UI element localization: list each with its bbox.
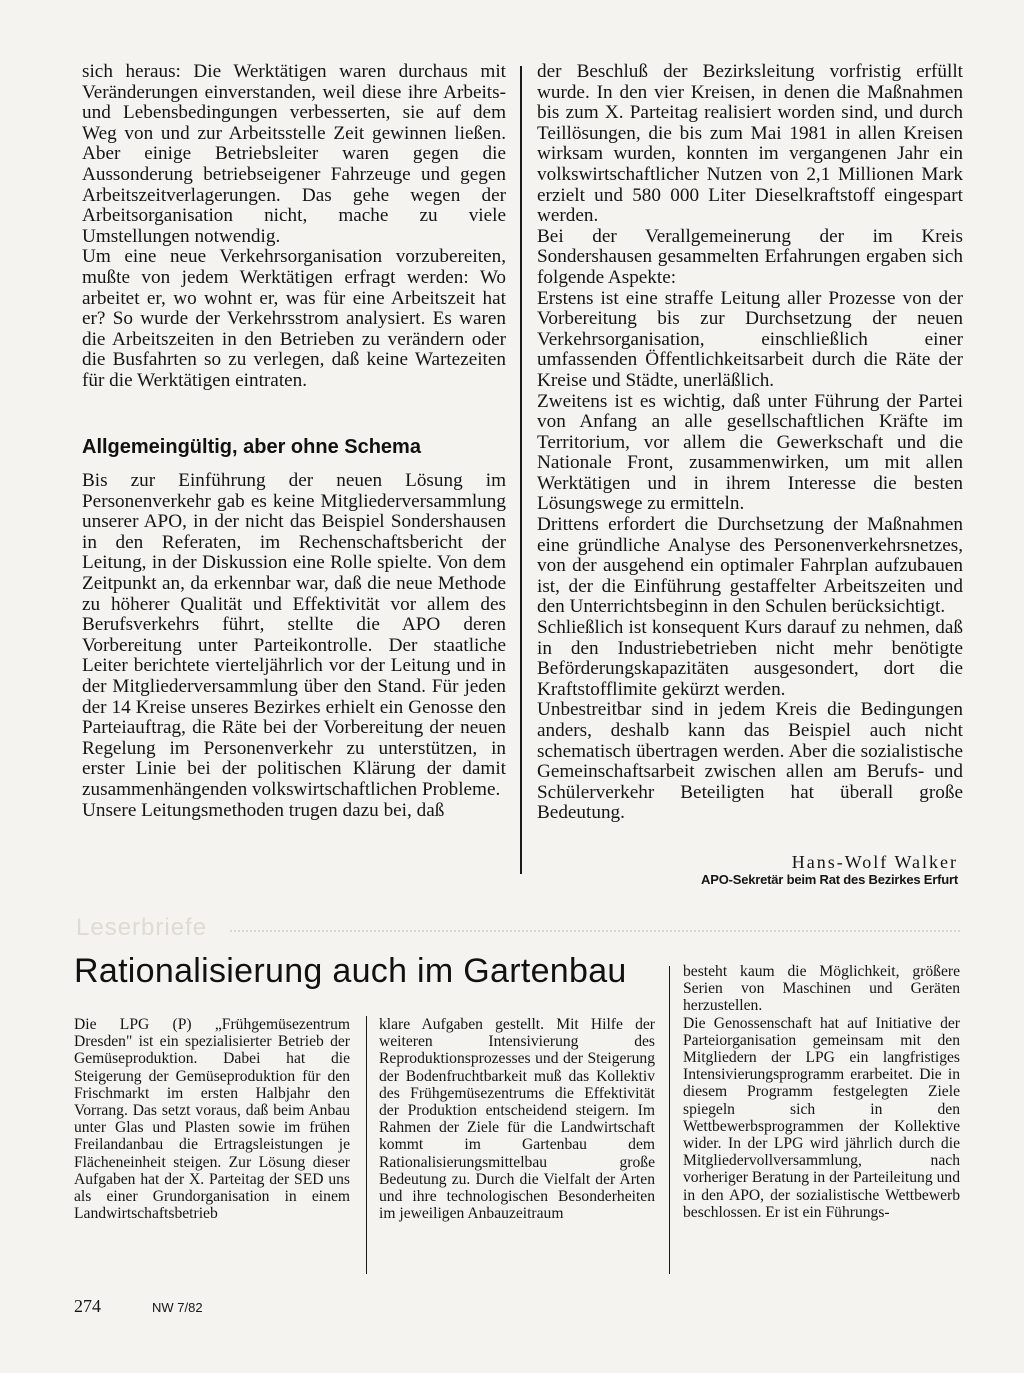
top-left-column-continued (82, 471, 506, 821)
paragraph: Unsere Leitungsmethoden trugen dazu bei, daß (82, 799, 445, 821)
column-divider (669, 966, 670, 1274)
paragraph: Bis zur Einführung der neuen Lösung im Personenverkehr gab es keine Mitgliederversammlung unserer APO, in der nicht das Beispiel Sondershausen in den Referaten, im Rechenschaftsbericht der Leitung, in der Diskussion eine Rolle spielte. Von dem Zeitpunkt an, da erkennbar war, daß die neue Methode zu höherer Qualität und Effektivität vor allem des Berufsverkehrs führt, stellte die APO deren Vorbereitung unter Parteikontrolle. Der staatliche Leiter berichtete vierteljährlich vor der Leitung und in der Mitgliederversammlung über den Stand. Für jeden der 14 Kreise unseres Bezirkes erhielt ein Genosse den Parteiauftrag, die Räte bei der Vorbereitung der neuen Regelung im Personenverkehr zu unterstützen, in erster Linie bei der politischen Klärung der damit zusammenhängenden volkswirtschaftlichen Probleme. (82, 470, 506, 800)
paragraph: Drittens erfordert die Durchsetzung der Maßnahmen eine gründliche Analyse des Personenverkehrsnetzes, von der ausgehend ein optimaler Fahrplan aufzubauen ist, der die Einführung gestaffelter Arbeitszeiten und den Unterrichtsbeginn in den Schulen berücksichtigt. (537, 514, 963, 618)
top-left-column (82, 62, 506, 392)
top-right-column (537, 62, 963, 824)
paragraph: klare Aufgaben gestellt. Mit Hilfe der weiteren Intensivierung des Reproduktionsprozesses und der Steigerung der Bodenfruchtbarkeit muß das Kollektiv des Frühgemüsezentrums die Effektivität der Produktion entscheidend steigern. Im Rahmen der Ziele für die Landwirtschaft kommt im Gartenbau dem Rationalisierungsmittelbau große Bedeutung zu. Durch die Vielfalt der Arten und ihre technologischen Besonderheiten im jeweiligen Anbauzeitraum (379, 1016, 655, 1223)
paragraph: Um eine neue Verkehrsorganisation vorzubereiten, mußte von jedem Werktätigen erfragt werden: Wo arbeitet er, wo wohnt er, was für eine Arbeitszeit hat er? So wurde der Verkehrsstrom analysiert. Es waren die Arbeitszeiten in den Betrieben zu verändern oder die Busfahrten so zu verlegen, daß keine Wartezeiten für die Werktätigen eintraten. (82, 246, 506, 391)
paragraph: sich heraus: Die Werktätigen waren durchaus mit Veränderungen einverstanden, weil diese ihre Arbeits- und Lebensbedingungen verbesserten, sie auf dem Weg von und zur Arbeitsstelle Zeit gewinnen ließen. Aber einige Betriebsleiter waren gegen die Aussonderung betriebseigener Fahrzeuge und gegen Arbeitszeitverlagerungen. Das gehe wegen der Arbeitsorganisation nicht, mache zu viele Umstellungen notwendig. (82, 61, 506, 247)
paragraph: der Beschluß der Bezirksleitung vorfristig erfüllt wurde. In den vier Kreisen, in denen die Maßnahmen bis zum X. Parteitag realisiert worden sind, und durch Teillösungen, die bis zum Mai 1981 in allen Kreisen wirksam wurden, konnten im vergangenen Jahr ein volkswirtschaftlicher Nutzen von 2,1 Millionen Mark erzielt und 580 000 Liter Dieselkraftstoff eingespart werden. (537, 61, 963, 227)
article-title: Rationalisierung auch im Gartenbau (74, 952, 627, 990)
section-label: Leserbriefe (76, 914, 208, 941)
column-divider (366, 1016, 367, 1274)
bottom-column-1 (74, 1016, 350, 1222)
subheading: Allgemeingültig, aber ohne Schema (82, 436, 421, 458)
column-divider (520, 66, 522, 874)
author-affiliation: APO-Sekretär beim Rat des Bezirkes Erfurt (701, 872, 958, 887)
author-name: Hans-Wolf Walker (791, 852, 958, 872)
page-number: 274 (74, 1296, 101, 1316)
paragraph: Die Genossenschaft hat auf Initiative der Parteiorganisation gemeinsam mit den Mitgliedern der LPG ein langfristiges Intensivierungsprogramm erarbeitet. Die in diesem Programm festgelegten Ziele spiegeln sich in den Wettbewerbsprogrammen der Kollektive wider. In der LPG wird jährlich durch die Mitgliedervollversammlung, nach vorheriger Beratung in der Parteileitung und in den APO, der sozialistische Wettbewerb beschlossen. Er ist ein Führungs- (683, 1014, 960, 1221)
bottom-column-3 (683, 963, 960, 1221)
bottom-column-2 (379, 1016, 655, 1222)
issue-label: NW 7/82 (152, 1300, 203, 1315)
paragraph: Erstens ist eine straffe Leitung aller Prozesse von der Vorbereitung bis zur Durchsetzung der neuen Verkehrsorganisation, einschließlich einer umfassenden Öffentlichkeitsarbeit durch die Räte der Kreise und Städte, unerläßlich. (537, 287, 963, 391)
paragraph: Schließlich ist konsequent Kurs darauf zu nehmen, daß in den Industriebetrieben nicht mehr benötigte Beförderungskapazitäten ausgesondert, dort die Kraftstofflimite gekürzt werden. (537, 617, 963, 700)
paragraph: besteht kaum die Möglichkeit, größere Serien von Maschinen und Geräten herzustellen. (683, 963, 960, 1015)
paragraph: Die LPG (P) „Frühgemüsezentrum Dresden" ist ein spezialisierter Betrieb der Gemüseproduktion. Dabei hat die Steigerung der Gemüseproduktion für den Frischmarkt im ersten Halbjahr den Vorrang. Das setzt voraus, daß beim Anbau unter Glas und Plasten sowie im frühen Freilandanbau die Ertragsleistungen je Flächeneinheit steigen. Zur Lösung dieser Aufgaben hat der X. Parteitag der SED uns als einer Grundorganisation in einem Landwirtschaftsbetrieb (74, 1016, 350, 1223)
section-rule (230, 930, 960, 932)
paragraph: Bei der Verallgemeinerung der im Kreis Sondershausen gesammelten Erfahrungen ergaben sich folgende Aspekte: (537, 225, 963, 288)
paragraph: Zweitens ist es wichtig, daß unter Führung der Partei von Anfang an alle gesellschaftlichen Kräfte im Territorium, vor allem die Gewerkschaft und die Nationale Front, zusammenwirken, um mit allen Werktätigen und in ihrem Interesse die besten Lösungswege zu ermitteln. (537, 390, 963, 515)
paragraph: Unbestreitbar sind in jedem Kreis die Bedingungen anders, deshalb kann das Beispiel auch nicht schematisch übertragen werden. Aber die sozialistische Gemeinschaftsarbeit zwischen allen am Berufs- und Schülerverkehr Beteiligten hat überall große Bedeutung. (537, 699, 963, 824)
